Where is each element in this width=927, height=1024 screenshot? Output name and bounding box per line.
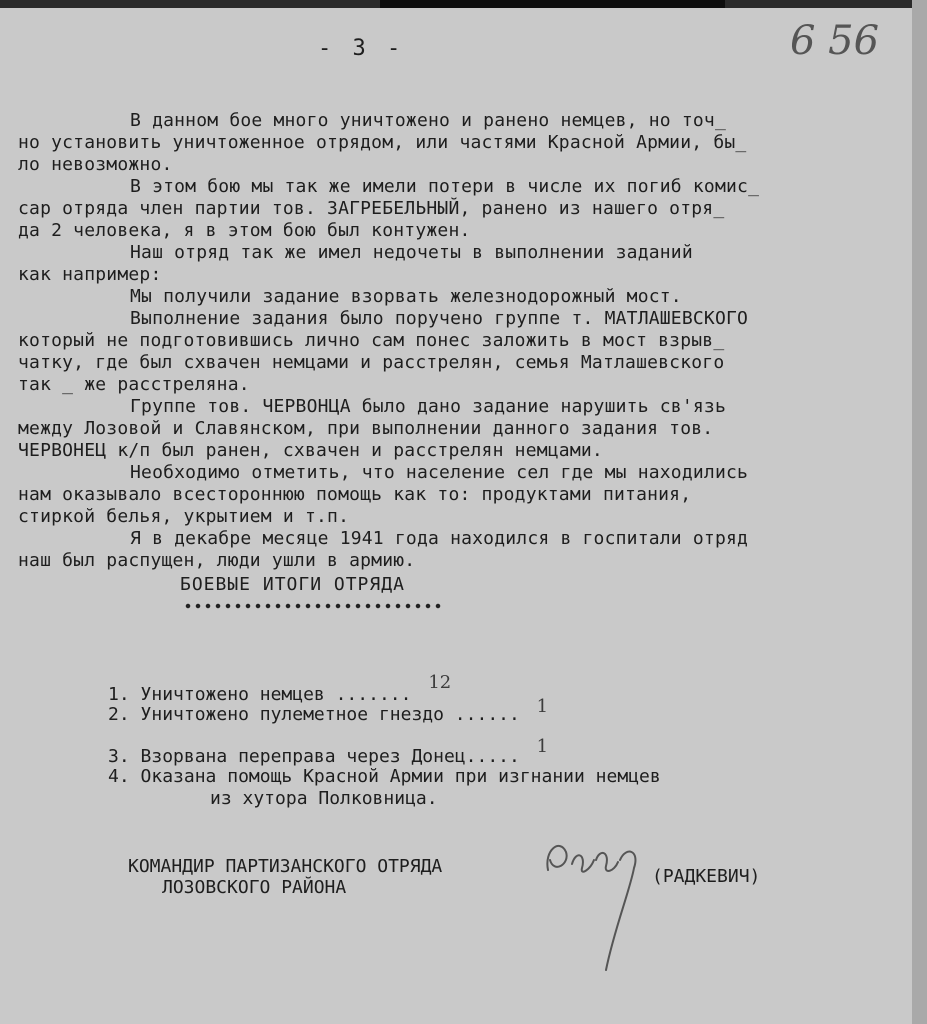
body-line: сар отряда член партии тов. ЗАГРЕБЕЛЬНЫЙ, ранено из нашего отря_ xyxy=(18,198,725,219)
result-item xyxy=(108,766,661,787)
result-number: 4. xyxy=(108,766,130,787)
body-line: как например: xyxy=(18,264,162,285)
body-line: Выполнение задания было поручено группе т. МАТЛАШЕВСКОГО xyxy=(130,308,749,329)
signature-title xyxy=(128,856,442,898)
signature-title-line: ЛОЗОВСКОГО РАЙОНА xyxy=(162,877,347,898)
body-line: ло невозможно. xyxy=(18,154,173,175)
page-number: - 3 - xyxy=(318,36,405,61)
result-item xyxy=(108,672,452,705)
body-line: наш был распущен, люди ушли в армию. xyxy=(18,550,416,571)
document-page xyxy=(0,8,912,1024)
body-line: нам оказывало всестороннюю помощь как то: продуктами питания, xyxy=(18,484,692,505)
result-number: 2. xyxy=(108,704,130,725)
result-item xyxy=(108,736,549,767)
result-text: Оказана помощь Красной Армии при изгнании немцев xyxy=(140,766,661,787)
result-number: 1. xyxy=(108,684,130,705)
body-line: Группе тов. ЧЕРВОНЦА было дано задание нарушить св'язь xyxy=(130,396,726,417)
body-line: ЧЕРВОНЕЦ к/п был ранен, схвачен и расстрелян немцами. xyxy=(18,440,603,461)
body-line: В данном бое много уничтожено и ранено немцев, но точ_ xyxy=(130,110,726,131)
body-line: В этом бою мы так же имели потери в числе их погиб комис_ xyxy=(130,176,760,197)
result-value: 1 xyxy=(536,736,549,757)
signature-name: (РАДКЕВИЧ) xyxy=(652,866,761,887)
result-item xyxy=(108,696,549,725)
section-heading: БОЕВЫЕ ИТОГИ ОТРЯДА xyxy=(180,574,405,595)
result-text: из хутора Полковница. xyxy=(210,788,438,809)
result-item xyxy=(210,788,438,809)
body-line: Я в декабре месяце 1941 года находился в госпитали отряд xyxy=(130,528,749,549)
body-line: стиркой белья, укрытием и т.п. xyxy=(18,506,350,527)
body-line: Наш отряд так же имел недочеты в выполнении заданий xyxy=(130,242,693,263)
body-line: да 2 человека, я в этом бою был контужен. xyxy=(18,220,471,241)
body-line: Необходимо отметить, что население сел где мы находились xyxy=(130,462,749,483)
result-value: 1 xyxy=(536,696,549,717)
body-line: так _ же расстреляна. xyxy=(18,374,250,395)
body-line: чатку, где был схвачен немцами и расстрелян, семья Матлашевского xyxy=(18,352,725,373)
result-text: Взорвана переправа через Донец..... xyxy=(140,746,520,767)
signature-title-line: КОМАНДИР ПАРТИЗАНСКОГО ОТРЯДА xyxy=(128,856,443,877)
body-line: но установить уничтоженное отрядом, или частями Красной Армии, бы_ xyxy=(18,132,747,153)
body-line: Мы получили задание взорвать железнодорожный мост. xyxy=(130,286,682,307)
page-edge xyxy=(912,0,927,1024)
result-value: 12 xyxy=(428,672,452,693)
body-line: который не подготовившись лично сам понес заложить в мост взрыв_ xyxy=(18,330,725,351)
result-text: Уничтожено пулеметное гнездо ...... xyxy=(140,704,520,725)
body-line: между Лозовой и Славянском, при выполнении данного задания тов. xyxy=(18,418,714,439)
result-text: Уничтожено немцев ....... xyxy=(140,684,412,705)
result-number: 3. xyxy=(108,746,130,767)
heading-underline xyxy=(183,602,443,610)
archive-number: 6 56 xyxy=(790,18,880,64)
handwritten-signature xyxy=(540,830,660,980)
